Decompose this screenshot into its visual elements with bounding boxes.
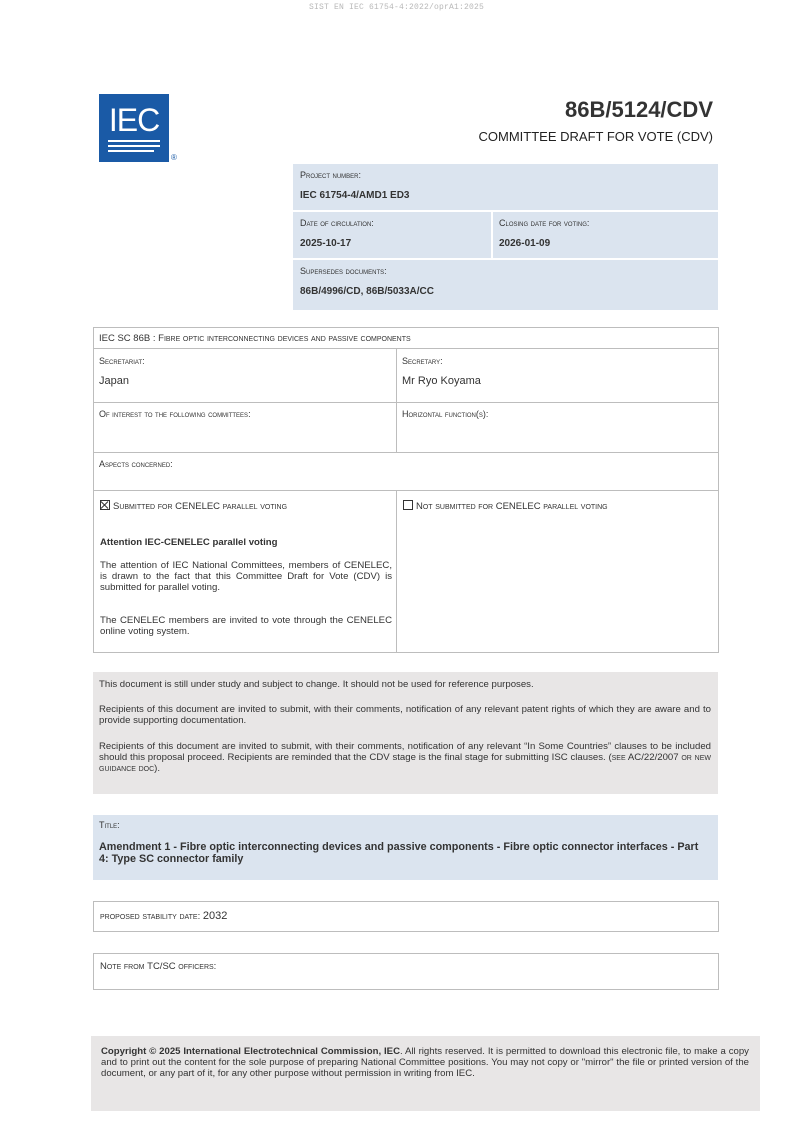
- closing-date-label: Closing date for voting:: [499, 218, 590, 228]
- note-label: Note from TC/SC officers:: [100, 961, 217, 972]
- interest-committees-label: Of interest to the following committees:: [99, 409, 251, 419]
- supersedes-label: Supersedes documents:: [300, 266, 387, 276]
- secretary-label: Secretary:: [402, 356, 443, 366]
- title-label: Title:: [99, 820, 120, 830]
- unchecked-box-icon: [403, 500, 413, 510]
- notice-block: [93, 672, 718, 794]
- iec-logo: [99, 94, 169, 162]
- watermark: SIST EN IEC 61754-4:2022/oprA1:2025: [308, 3, 485, 12]
- not-submitted-cenelec-option: Not submitted for CENELEC parallel voting: [403, 500, 608, 512]
- notice-paragraph-2: Recipients of this document are invited to submit, with their comments, notification of any relevant patent rights of which they are aware and to provide supporting documentation.: [99, 704, 711, 726]
- registered-mark: ®: [171, 153, 177, 162]
- attention-title: Attention IEC-CENELEC parallel voting: [100, 537, 278, 548]
- document-title: Amendment 1 - Fibre optic interconnecting devices and passive components - Fibre optic connector interfaces - Part 4: Type SC connector family: [99, 841, 699, 865]
- copyright-block: [91, 1036, 760, 1111]
- circulation-date-label: Date of circulation:: [300, 218, 374, 228]
- supersedes-value: 86B/4996/CD, 86B/5033A/CC: [300, 286, 434, 297]
- secretariat-label: Secretariat:: [99, 356, 145, 366]
- circulation-date-value: 2025-10-17: [300, 238, 352, 249]
- project-number-value: IEC 61754-4/AMD1 ED3: [300, 190, 410, 201]
- secretary-value: Mr Ryo Koyama: [402, 375, 481, 387]
- supersedes-cell: [293, 260, 718, 310]
- attention-paragraph-1: The attention of IEC National Committees, members of CENELEC, is drawn to the fact that this Committee Draft for Vote (CDV) is submitted for parallel voting.: [100, 560, 392, 593]
- copyright-text: Copyright © 2025 International Electrotechnical Commission, IEC. All rights reserved. It is permitted to download this electronic file, to make a copy and to print out the content for the sole purpose of preparing National Committee positions. You may not copy or "mirror" the file or printed version of the document, or any part of it, for any other purpose without permission in writing from IEC.: [101, 1046, 749, 1079]
- project-number-cell: [293, 164, 718, 210]
- document-reference: 86B/5124/CDV: [565, 97, 713, 122]
- note-box: [93, 953, 719, 990]
- aspects-concerned-label: Aspects concerned:: [99, 459, 173, 469]
- attention-paragraph-2: The CENELEC members are invited to vote through the CENELEC online voting system.: [100, 615, 392, 637]
- circulation-date-cell: [293, 212, 491, 258]
- submitted-cenelec-option: Submitted for CENELEC parallel voting: [100, 500, 287, 512]
- horizontal-function-label: Horizontal function(s):: [402, 409, 489, 419]
- logo-text: IEC: [108, 102, 160, 138]
- stability-date-box: [93, 901, 719, 932]
- closing-date-value: 2026-01-09: [499, 238, 551, 249]
- committee-title: IEC SC 86B : Fibre optic interconnecting devices and passive components: [99, 333, 411, 344]
- document-type: COMMITTEE DRAFT FOR VOTE (CDV): [478, 129, 713, 144]
- checked-box-icon: [100, 500, 110, 510]
- title-block: [93, 815, 718, 880]
- closing-date-cell: [493, 212, 718, 258]
- notice-paragraph-1: This document is still under study and subject to change. It should not be used for reference purposes.: [99, 679, 534, 690]
- stability-date: proposed stability date: 2032: [100, 910, 228, 922]
- project-number-label: Project number:: [300, 170, 362, 180]
- secretariat-value: Japan: [99, 375, 129, 387]
- committee-table: [93, 327, 719, 653]
- notice-paragraph-3: Recipients of this document are invited to submit, with their comments, notification of any relevant “In Some Countries” clauses to be included should this proposal proceed. Recipients are reminded that the CDV stage is the final stage for submitting ISC clauses. (see AC/22/2007 or new guidance doc).: [99, 741, 711, 774]
